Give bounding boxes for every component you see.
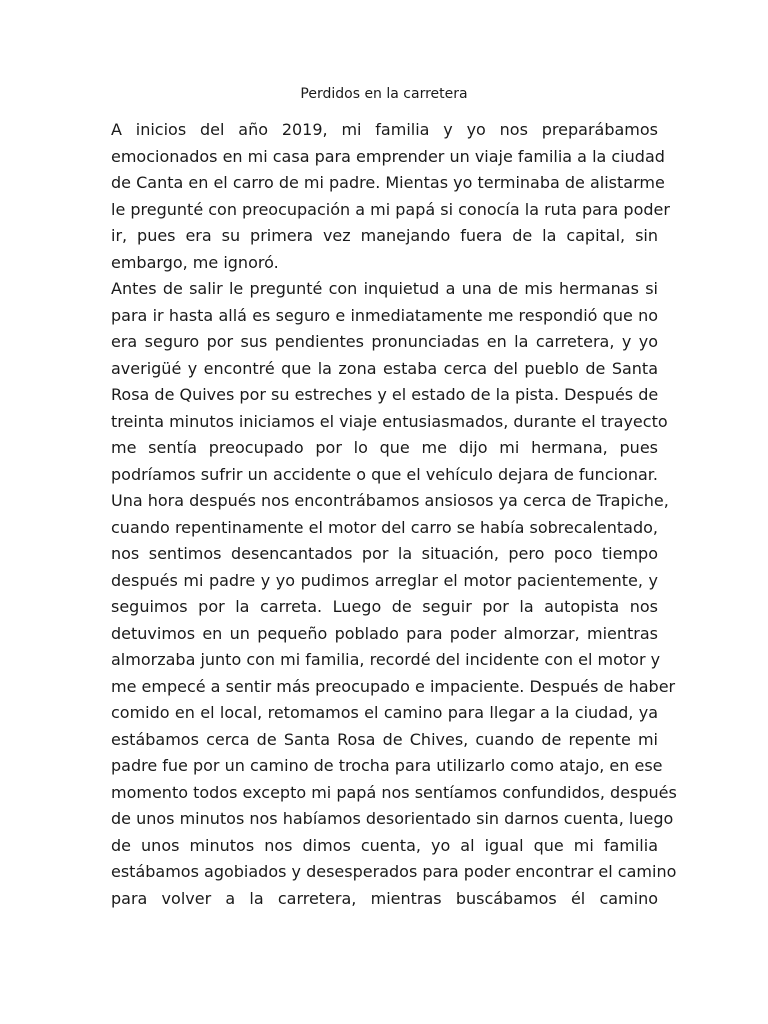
text-line: cuando repentinamente el motor del carro se había sobrecalentado, xyxy=(111,517,658,537)
paragraph xyxy=(111,276,677,912)
text-line: A inicios del año 2019, mi familia y yo nos preparábamos xyxy=(111,120,658,139)
text-line: me sentía preocupado por lo que me dijo mi hermana, pues xyxy=(111,438,658,457)
text-line: de unos minutos nos dimos cuenta, yo al igual que mi familia xyxy=(111,835,658,855)
text-line: para volver a la carretera, mientras buscábamos él camino xyxy=(111,888,658,908)
text-line: momento todos excepto mi papá nos sentíamos confundidos, después xyxy=(111,782,677,802)
text-line: averigüé y encontré que la zona estaba cerca del pueblo de Santa xyxy=(111,358,658,378)
text-line: después mi padre y yo pudimos arreglar el motor pacientemente, y xyxy=(111,570,658,590)
text-line: nos sentimos desencantados por la situación, pero poco tiempo xyxy=(111,544,658,563)
text-line: almorzaba junto con mi familia, recordé del incidente con el motor y xyxy=(111,650,661,669)
paragraph xyxy=(111,117,670,276)
text-line: Rosa de Quives por su estreches y el estado de la pista. Después de xyxy=(111,385,659,404)
text-line: me empecé a sentir más preocupado e impaciente. Después de haber xyxy=(111,676,676,696)
text-line: podríamos sufrir un accidente o que el vehículo dejara de funcionar. xyxy=(111,464,658,484)
text-line: emocionados en mi casa para emprender un viaje familia a la ciudad xyxy=(111,146,665,166)
text-line: embargo, me ignoró. xyxy=(111,252,279,272)
text-line: de unos minutos nos habíamos desorientado sin darnos cuenta, luego xyxy=(111,809,674,828)
text-line: seguimos por la carreta. Luego de seguir por la autopista nos xyxy=(111,597,658,616)
text-line: Antes de salir le pregunté con inquietud a una de mis hermanas si xyxy=(111,279,658,298)
text-line: comido en el local, retomamos el camino para llegar a la ciudad, ya xyxy=(111,703,658,722)
text-line: estábamos cerca de Santa Rosa de Chives, cuando de repente mi xyxy=(111,729,658,749)
text-line: de Canta en el carro de mi padre. Mientas yo terminaba de alistarme xyxy=(111,173,665,192)
text-line: Una hora después nos encontrábamos ansiosos ya cerca de Trapiche, xyxy=(111,491,669,510)
text-line: estábamos agobiados y desesperados para poder encontrar el camino xyxy=(111,862,677,881)
text-line: ir, pues era su primera vez manejando fuera de la capital, sin xyxy=(111,226,658,245)
document-body xyxy=(111,117,677,912)
text-line: era seguro por sus pendientes pronunciadas en la carretera, y yo xyxy=(111,332,658,351)
text-line: padre fue por un camino de trocha para utilizarlo como atajo, en ese xyxy=(111,756,663,775)
text-line: le pregunté con preocupación a mi papá si conocía la ruta para poder xyxy=(111,199,670,219)
text-line: para ir hasta allá es seguro e inmediatamente me respondió que no xyxy=(111,305,658,325)
document-title: Perdidos en la carretera xyxy=(300,86,468,102)
text-line: treinta minutos iniciamos el viaje entusiasmados, durante el trayecto xyxy=(111,411,668,431)
text-line: detuvimos en un pequeño poblado para poder almorzar, mientras xyxy=(111,623,658,643)
